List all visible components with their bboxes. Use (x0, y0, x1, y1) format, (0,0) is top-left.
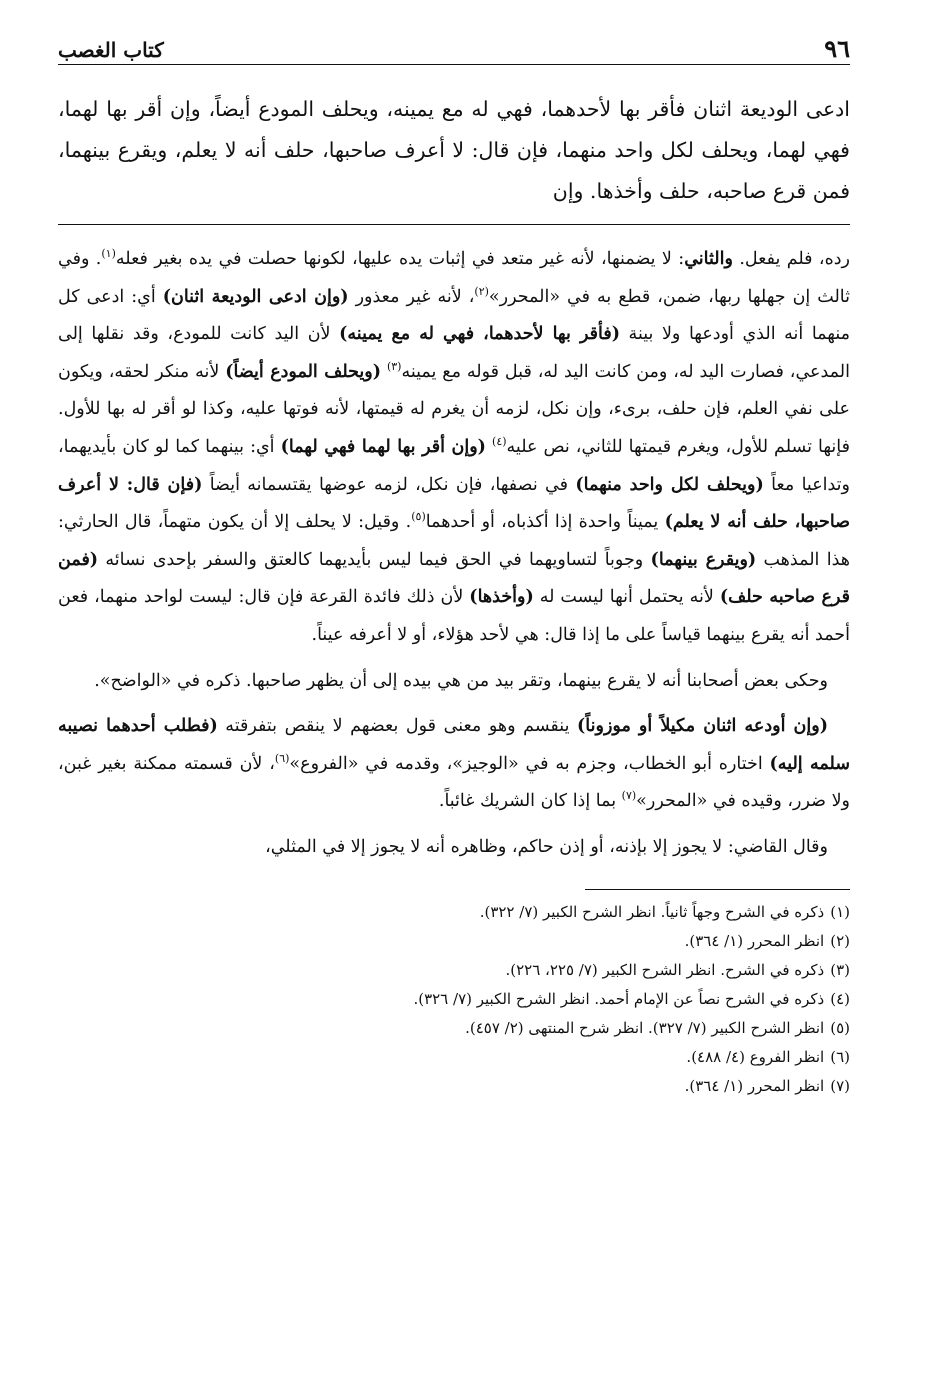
footnote-text: انظر الشرح الكبير (٧/ ٣٢٧). انظر شرح المنتهى (٢/ ٤٥٧). (465, 1018, 825, 1037)
footnote-item (58, 985, 850, 1014)
commentary-text: لأنه منكر لحقه، ويكون على نفي العلم، فإن حلف، برىء، وإن نكل، لزمه أن يغرم له قيمتها، لأنه فوتها عليه، وكذا لو أقر له بها للأول. فإنها تسلم للأول، ويغرم قيمتها للثاني، نص عليه (58, 361, 850, 457)
commentary-text: . وقيل: لا يحلف إلا أن يكون متهماً، قال الحارثي: هذا المذهب (58, 512, 851, 570)
main-text-line: ادعى الوديعة اثنان فأقر بها لأحدهما، فهي له مع يمينه، ويحلف المودع أيضاً، (208, 97, 850, 121)
commentary-text: لأنه يحتمل أنها ليست له (533, 587, 720, 608)
footnote-item (58, 1072, 850, 1101)
quoted-matn-text: (فإن قال: لا أعرف صاحبها، حلف أنه لا يعلم) (58, 474, 851, 533)
main-text-line: صاحبها، حلف أنه لا يعلم، ويقرع بينهما، فمن قرع صاحبه، حلف وأخذها. وإن (58, 138, 850, 203)
quoted-matn-text: (وأخذها) (469, 587, 534, 608)
commentary-text: يميناً واحدة إذا أكذباه، أو أحدهما (425, 512, 665, 533)
footnote-reference[interactable]: (٦) (274, 751, 290, 765)
page-number: ٩٦ (824, 34, 850, 63)
commentary-text: وقال القاضي: لا يجوز إلا بإذنه، أو إذن حاكم، وظاهره أنه لا يجوز إلا في المثلي، (265, 836, 828, 857)
footnote-number: (٣) (830, 960, 850, 979)
footnote-reference[interactable]: (٤) (492, 435, 507, 449)
commentary-paragraph (58, 241, 850, 655)
commentary-paragraph (58, 708, 850, 821)
footnote-text: ذكره في الشرح. انظر الشرح الكبير (٧/ ٢٢٥، ٢٢٦). (505, 960, 825, 979)
footnote-number: (٧) (830, 1076, 850, 1095)
commentary-text: : لا يضمنها، لأنه غير متعد في إثبات يده عليها، لكونها حصلت في يده بغير فعله (115, 249, 685, 269)
quoted-matn-text: (وإن أودعه اثنان مكيلاً أو موزوناً) (577, 716, 828, 737)
footnote-text: انظر الفروع (٤/ ٤٨٨). (686, 1047, 825, 1066)
quoted-matn-text: (وإن أقر بها لهما فهي لهما) (280, 436, 486, 457)
footnote-number: (١) (830, 902, 850, 921)
quoted-matn-text: (فطلب أحدهما نصيبه سلمه إليه) (58, 716, 850, 774)
book-page (58, 30, 850, 1116)
footnote-reference[interactable]: (٧) (621, 789, 637, 803)
footnote-text: ذكره في الشرح نصاً عن الإمام أحمد. انظر الشرح الكبير (٧/ ٣٢٦). (413, 989, 825, 1008)
footnote-item (58, 1014, 850, 1043)
footnote-number: (٥) (830, 1018, 850, 1037)
page-header (58, 30, 850, 65)
footnote-item (58, 956, 850, 985)
commentary-text: ، لأنه غير معذور (348, 286, 475, 307)
footnote-reference[interactable]: (٥) (411, 510, 426, 524)
footnote-reference[interactable]: (٢) (474, 284, 489, 298)
quoted-matn-text: (وإن ادعى الوديعة اثنان) (162, 286, 349, 307)
main-text (58, 89, 850, 212)
footnote-number: (٢) (830, 931, 850, 950)
commentary-text: وحكى بعض أصحابنا أنه لا يقرع بينهما، وتقر بيد من هي بيده إلى أن يظهر صاحبها. ذكره في «الواضح». (94, 670, 828, 691)
commentary-text: اختاره أبو الخطاب، وجزم به في «الوجيز»، وقدمه في «الفروع» (289, 753, 770, 774)
commentary-text: في نصفها، فإن نكل، لزمه عوضها يقتسمانه أيضاً (202, 474, 576, 495)
quoted-matn-text: (فمن قرع صاحبه حلف) (58, 549, 850, 608)
footnote-number: (٤) (830, 989, 850, 1008)
commentary-text: ينقسم وهو معنى قول بعضهم لا ينقص بتفرقته (217, 716, 578, 737)
commentary-text: بما إذا كان الشريك غائباً. (438, 791, 622, 812)
footnote-number: (٦) (830, 1047, 850, 1066)
commentary (58, 241, 850, 867)
commentary-text: . وفي ثالث إن جهلها ربها، ضمن، قطع به في «المحرر» (58, 249, 851, 307)
footnotes-list (58, 898, 850, 1101)
footnote-text: ذكره في الشرح وجهاً ثانياً. انظر الشرح الكبير (٧/ ٣٢٢). (479, 902, 825, 921)
footnote-divider (585, 889, 850, 890)
footnote-item (58, 927, 850, 956)
section-divider (58, 224, 850, 225)
footnote-reference[interactable]: (١) (101, 247, 116, 261)
main-text-line: وإن أقر بها لهما، فهي لهما، ويحلف لكل واحد منهما، فإن قال: لا أعرف (58, 97, 850, 162)
footnote-item (58, 1043, 850, 1072)
commentary-text: رده، فلم يفعل. (732, 249, 850, 269)
footnote-text: انظر المحرر (١/ ٣٦٤). (684, 931, 825, 950)
commentary-text: أي: بينهما كما لو كان بأيديهما، وتداعيا معاً (58, 436, 851, 495)
quoted-matn-text: (ويحلف المودع أيضاً) (225, 361, 382, 382)
quoted-matn-text: (فأقر بها لأحدهما، فهي له مع يمينه) (339, 324, 620, 345)
commentary-text: وجوباً لتساويهما في الحق فيما ليس بأيديهما كالعتق والسفر بإحدى نسائه (98, 549, 651, 570)
commentary-text: لأن اليد كانت للمودع، وقد نقلها إلى المدعي، فصارت اليد له، ومن كانت اليد له، قبل قوله مع يمينه (58, 324, 850, 382)
commentary-text: لأن ذلك فائدة القرعة فإن قال: ليست لواحد منهما، فعن أحمد أنه يقرع بينهما قياساً على ما إذا قال: هي لأحد هؤلاء، أو لا أعرفه عيناً. (58, 587, 850, 645)
footnote-reference[interactable]: (٣) (386, 359, 402, 373)
footnote-item (58, 898, 850, 927)
quoted-matn-text: (ويقرع بينهما) (650, 549, 757, 570)
commentary-paragraph (58, 829, 850, 867)
commentary-text: ، لأن قسمته ممكنة بغير غبن، ولا ضرر، وقيده في «المحرر» (58, 753, 850, 812)
running-title: كتاب الغصب (58, 38, 164, 62)
quoted-matn-text: والثاني (684, 249, 733, 269)
commentary-paragraph (58, 663, 850, 701)
quoted-matn-text: (ويحلف لكل واحد منهما) (575, 474, 764, 495)
footnote-text: انظر المحرر (١/ ٣٦٤). (684, 1076, 825, 1095)
commentary-text: أي: ادعى كل منهما أنه الذي أودعها ولا بينة (58, 286, 851, 345)
